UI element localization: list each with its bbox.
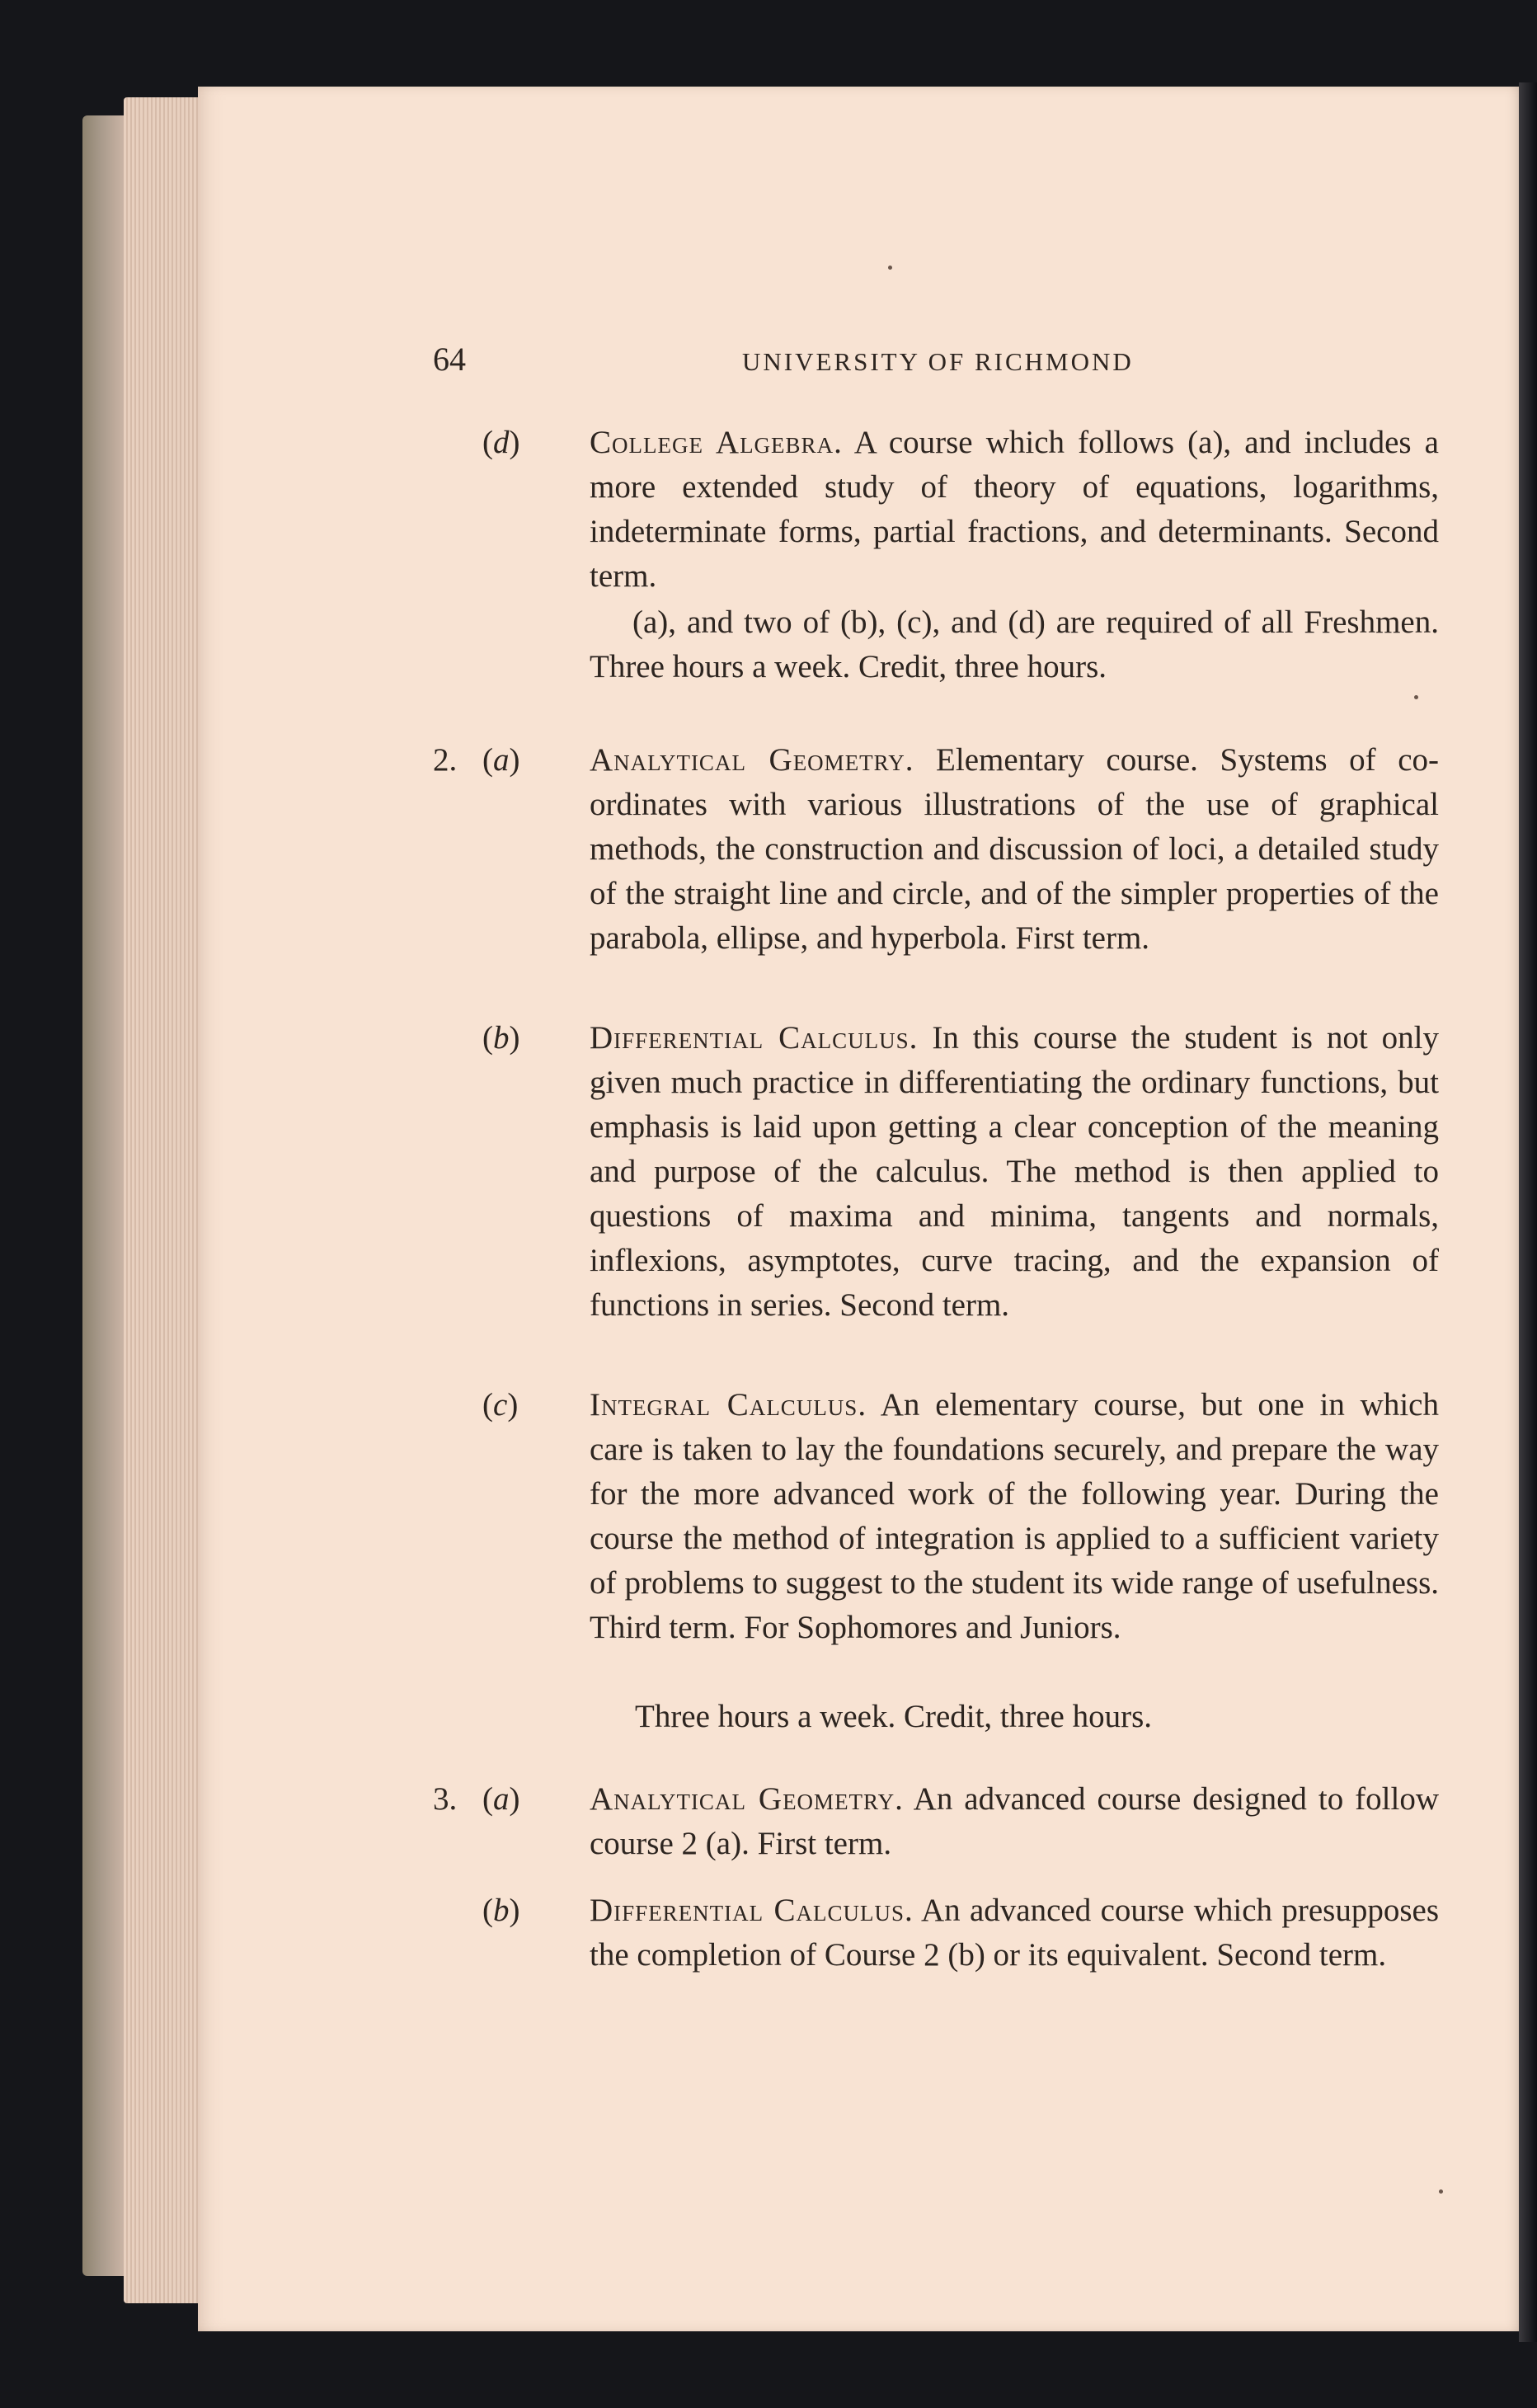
entry-body: [590, 1888, 1439, 1978]
paper-speck: [888, 266, 892, 270]
course-title: Differential Calculus.: [590, 1020, 919, 1056]
entry-body: [590, 421, 1439, 599]
running-title: UNIVERSITY OF RICHMOND: [742, 347, 1134, 376]
page-number: 64: [433, 341, 466, 378]
section-number: 3.: [433, 1781, 458, 1817]
paper-speck: [1414, 695, 1418, 699]
entry-marker: (d): [482, 425, 520, 460]
course-note-2: Three hours a week. Credit, three hours.: [635, 1699, 1153, 1734]
binding-edge: [1519, 82, 1537, 2342]
course-description: Elementary course. Systems of co-ordinates with various illustrations of the use of graphical methods, the construction and discussion of loci, a detailed study of the straight line and circle, and of the simpler properties of the parabola, ellipse, and hyperbola. First term.: [590, 742, 1440, 956]
running-head: [433, 340, 1447, 389]
course-title: Analytical Geometry.: [590, 1781, 904, 1817]
paper-speck: [1439, 2189, 1443, 2194]
course-description: A course which follows (a), and includes a more extended study of theory of equations, logarithms, indeterminate forms, partial fractions, and determinants. Second term.: [590, 425, 1439, 594]
entry-marker: (a): [482, 1781, 520, 1817]
course-title: Integral Calculus.: [590, 1387, 867, 1423]
course-description: An elementary course, but one in which care is taken to lay the foundations securely, and prepare the way for the more advanced work of the following year. During the course the method of integration is applied to a sufficient variety of problems to suggest to the student its wide range of usefulness. Third term. For Sophomores and Juniors.: [590, 1387, 1439, 1645]
entry-marker: (c): [482, 1387, 519, 1423]
page-leaves: [124, 97, 206, 2303]
entry-body: [590, 1383, 1439, 1650]
entry-marker: (b): [482, 1893, 520, 1928]
course-description: An advanced course designed to follow course 2 (a). First term.: [590, 1781, 1439, 1861]
entry-marker: (a): [482, 742, 520, 778]
entry-body: [590, 1777, 1439, 1866]
course-description: In this course the student is not only given much practice in differentiating the ordinary functions, but emphasis is laid upon getting a clear conception of the meaning and purpose of the calculus. The method is then applied to questions of maxima and minima, tangents and normals, inflexions, asymptotes, curve tracing, and the expansion of functions in series. Second term.: [590, 1020, 1440, 1323]
course-title: Analytical Geometry.: [590, 742, 914, 778]
course-description: An advanced course which presupposes the completion of Course 2 (b) or its equivalent. Second term.: [590, 1893, 1439, 1973]
entry-body: [590, 1016, 1439, 1328]
entry-body: [590, 738, 1439, 961]
course-note-1: (a), and two of (b), (c), and (d) are required of all Freshmen. Three hours a week. Credit, three hours.: [590, 604, 1439, 684]
course-title: College Algebra.: [590, 425, 843, 460]
entry-marker: (b): [482, 1020, 520, 1056]
section-number: 2.: [433, 742, 458, 778]
course-title: Differential Calculus.: [590, 1893, 914, 1928]
